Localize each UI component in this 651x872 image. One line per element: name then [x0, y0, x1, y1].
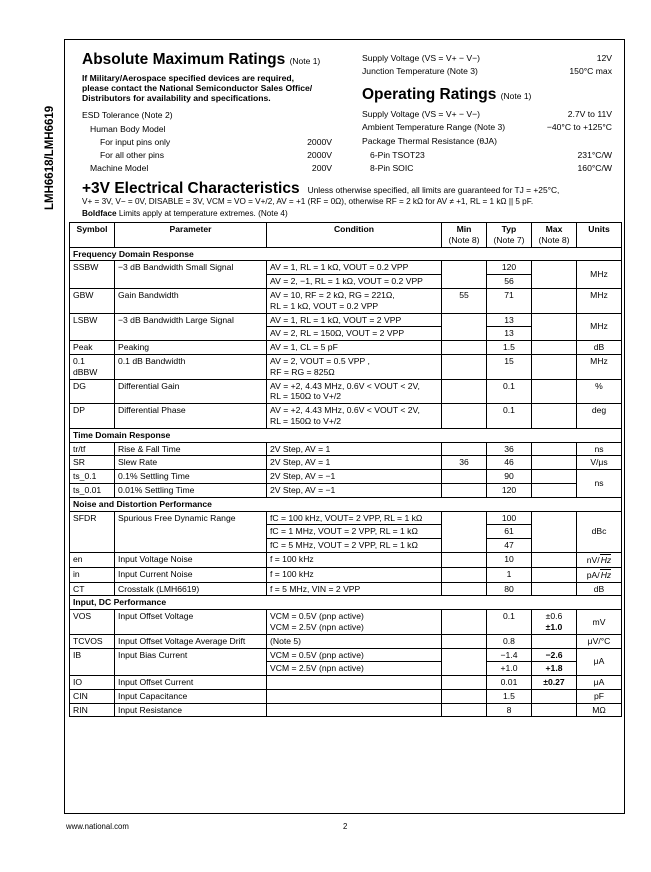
- table-row: [70, 676, 622, 690]
- table-row: [70, 404, 622, 429]
- cell-typ: 10: [487, 552, 532, 567]
- cell-parameter: Gain Bandwidth: [115, 288, 267, 313]
- cell-max: [532, 634, 577, 648]
- cell-typ: 0.1: [487, 610, 532, 635]
- abs-supply-row: Supply Voltage (VS = V+ − V−) 12V: [362, 53, 612, 63]
- cell-condition: 2V Step, AV = −1: [267, 470, 442, 484]
- cell-min: [442, 567, 487, 582]
- cell-condition: VCM = 2.5V (npn active): [267, 662, 442, 676]
- cell-max: [532, 703, 577, 717]
- cell-symbol: IB: [70, 648, 115, 676]
- section-row: [70, 596, 622, 610]
- table-row: [70, 354, 622, 379]
- cell-min: [442, 379, 487, 404]
- other-pins-row: For all other pins 2000V: [100, 150, 332, 160]
- cell-typ: 8: [487, 703, 532, 717]
- side-label-text: LMH6618/LMH6619: [44, 105, 56, 210]
- cell-parameter: −3 dB Bandwidth Large Signal: [115, 313, 267, 341]
- cell-parameter: Input Bias Current: [115, 648, 267, 676]
- cell-parameter: Crosstalk (LMH6619): [115, 582, 267, 596]
- cell-units: pF: [577, 689, 622, 703]
- cell-units: %: [577, 379, 622, 404]
- cell-symbol: LSBW: [70, 313, 115, 341]
- cell-condition: f = 5 MHz, VIN = 2 VPP: [267, 582, 442, 596]
- cell-condition: (Note 5): [267, 634, 442, 648]
- soic-row: 8-Pin SOIC 160°C/W: [370, 163, 612, 173]
- cell-parameter: −3 dB Bandwidth Small Signal: [115, 261, 267, 289]
- cell-min: [442, 648, 487, 676]
- table-row: [70, 610, 622, 635]
- cell-symbol: SR: [70, 456, 115, 470]
- cell-symbol: TCVOS: [70, 634, 115, 648]
- cell-symbol: IO: [70, 676, 115, 690]
- cell-condition: f = 100 kHz: [267, 567, 442, 582]
- cell-min: 55: [442, 288, 487, 313]
- cell-parameter: Input Voltage Noise: [115, 552, 267, 567]
- cell-max: [532, 456, 577, 470]
- cell-typ: 46: [487, 456, 532, 470]
- cell-condition: AV = +2, 4.43 MHz, 0.6V < VOUT < 2V, RL = 150Ω to V+/2: [267, 404, 442, 429]
- cell-typ: 13: [487, 313, 532, 327]
- cell-min: [442, 442, 487, 456]
- cell-min: [442, 689, 487, 703]
- cell-symbol: SFDR: [70, 511, 115, 552]
- cell-units: nV/Hz: [577, 552, 622, 567]
- header-max: Max (Note 8): [532, 223, 577, 248]
- cell-units: ns: [577, 470, 622, 498]
- cell-typ: 0.1: [487, 379, 532, 404]
- cell-condition: AV = 1, RL = 1 kΩ, VOUT = 0.2 VPP: [267, 261, 442, 275]
- electrical-title: +3V Electrical Characteristics Unless otherwise specified, all limits are guaranteed for TJ = +25°C,: [82, 180, 560, 197]
- cell-max: [532, 442, 577, 456]
- section-row: [70, 497, 622, 511]
- cell-parameter: Input Offset Voltage: [115, 610, 267, 635]
- cell-typ: 1: [487, 567, 532, 582]
- cell-max: [532, 341, 577, 355]
- cell-min: [442, 610, 487, 635]
- cell-typ: 0.01: [487, 676, 532, 690]
- cell-max: [532, 689, 577, 703]
- table-row: [70, 582, 622, 596]
- cell-units: dBc: [577, 511, 622, 552]
- cell-symbol: in: [70, 567, 115, 582]
- cell-symbol: tr/tf: [70, 442, 115, 456]
- cell-typ: 0.8: [487, 634, 532, 648]
- table-row: [70, 648, 622, 662]
- cell-units: μA: [577, 648, 622, 676]
- table-row: [70, 634, 622, 648]
- cell-min: [442, 341, 487, 355]
- table-row: [70, 313, 622, 327]
- hbm-label: Human Body Model: [90, 124, 166, 134]
- cell-symbol: RIN: [70, 703, 115, 717]
- cell-symbol: ts_0.01: [70, 483, 115, 497]
- cell-units: pA/Hz: [577, 567, 622, 582]
- cell-condition: f = 100 kHz: [267, 552, 442, 567]
- cell-max: [532, 552, 577, 567]
- cell-max: ±0.27: [532, 676, 577, 690]
- cell-max: ±0.6 ±1.0: [532, 610, 577, 635]
- cell-units: deg: [577, 404, 622, 429]
- cell-typ: 80: [487, 582, 532, 596]
- cell-parameter: Input Current Noise: [115, 567, 267, 582]
- cell-max: [532, 261, 577, 289]
- section-freq: Frequency Domain Response: [70, 247, 622, 261]
- abs-max-title: Absolute Maximum Ratings (Note 1): [82, 51, 321, 68]
- cell-parameter: Input Capacitance: [115, 689, 267, 703]
- cell-min: [442, 261, 487, 289]
- cell-typ: 47: [487, 539, 532, 553]
- cell-parameter: Input Offset Voltage Average Drift: [115, 634, 267, 648]
- table-row: [70, 483, 622, 497]
- cell-units: ns: [577, 442, 622, 456]
- cell-units: μA: [577, 676, 622, 690]
- cell-min: 36: [442, 456, 487, 470]
- cell-typ: 71: [487, 288, 532, 313]
- table-row: [70, 470, 622, 484]
- cell-condition: AV = 10, RF = 2 kΩ, RG = 221Ω, RL = 1 kΩ, VOUT = 0.2 VPP: [267, 288, 442, 313]
- esd-label: ESD Tolerance (Note 2): [82, 110, 173, 120]
- cell-condition: AV = 2, −1, RL = 1 kΩ, VOUT = 0.2 VPP: [267, 275, 442, 289]
- military-text-1: If Military/Aerospace specified devices are required,: [82, 73, 295, 83]
- cell-parameter: Differential Phase: [115, 404, 267, 429]
- table-row: [70, 511, 622, 525]
- cell-max: [532, 288, 577, 313]
- cell-min: [442, 511, 487, 552]
- cell-min: [442, 634, 487, 648]
- cell-typ: 90: [487, 470, 532, 484]
- cell-units: MHz: [577, 354, 622, 379]
- cell-min: [442, 404, 487, 429]
- cell-condition: fC = 1 MHz, VOUT = 2 VPP, RL = 1 kΩ: [267, 525, 442, 539]
- cell-units: MHz: [577, 261, 622, 289]
- military-text-3: Distributors for availability and specifications.: [82, 93, 271, 103]
- cell-typ: 13: [487, 327, 532, 341]
- cell-typ: 120: [487, 483, 532, 497]
- table-row: [70, 456, 622, 470]
- cell-condition: VCM = 0.5V (pnp active): [267, 648, 442, 662]
- cell-condition: AV = 1, CL = 5 pF: [267, 341, 442, 355]
- table-row: [70, 689, 622, 703]
- cell-parameter: Rise & Fall Time: [115, 442, 267, 456]
- cell-min: [442, 483, 487, 497]
- cell-min: [442, 354, 487, 379]
- cell-typ: 1.5: [487, 689, 532, 703]
- thermal-label: Package Thermal Resistance (θJA): [362, 136, 498, 146]
- cell-typ: 56: [487, 275, 532, 289]
- junction-row: Junction Temperature (Note 3) 150°C max: [362, 66, 612, 76]
- cell-condition: fC = 100 kHz, VOUT= 2 VPP, RL = 1 kΩ: [267, 511, 442, 525]
- cell-symbol: DP: [70, 404, 115, 429]
- input-pins-row: For input pins only 2000V: [100, 137, 332, 147]
- cell-parameter: Input Offset Current: [115, 676, 267, 690]
- header-condition: Condition: [267, 223, 442, 248]
- op-supply-row: Supply Voltage (VS = V+ − V−) 2.7V to 11V: [362, 109, 612, 119]
- tsot-row: 6-Pin TSOT23 231°C/W: [370, 150, 612, 160]
- cell-parameter: 0.1 dB Bandwidth: [115, 354, 267, 379]
- cell-typ: 0.1: [487, 404, 532, 429]
- cell-max: [532, 404, 577, 429]
- cell-condition: AV = 2, RL = 150Ω, VOUT = 2 VPP: [267, 327, 442, 341]
- cell-condition: AV = +2, 4.43 MHz, 0.6V < VOUT < 2V, RL = 150Ω to V+/2: [267, 379, 442, 404]
- cell-min: [442, 313, 487, 341]
- cell-max: [532, 470, 577, 484]
- cell-typ: 36: [487, 442, 532, 456]
- cell-max: [532, 379, 577, 404]
- cell-min: [442, 470, 487, 484]
- section-noise: Noise and Distortion Performance: [70, 497, 622, 511]
- cell-condition: [267, 689, 442, 703]
- cell-condition: 2V Step, AV = 1: [267, 456, 442, 470]
- cell-parameter: 0.01% Settling Time: [115, 483, 267, 497]
- cell-parameter: Spurious Free Dynamic Range: [115, 511, 267, 552]
- section-input: Input, DC Performance: [70, 596, 622, 610]
- table-row: [70, 341, 622, 355]
- cell-units: MΩ: [577, 703, 622, 717]
- cell-units: mV: [577, 610, 622, 635]
- cell-parameter: Differential Gain: [115, 379, 267, 404]
- cell-symbol: en: [70, 552, 115, 567]
- cell-max: [532, 483, 577, 497]
- cell-parameter: Input Resistance: [115, 703, 267, 717]
- cell-typ: −1.4: [487, 648, 532, 662]
- footer-website[interactable]: www.national.com: [66, 822, 129, 831]
- cell-units: μV/°C: [577, 634, 622, 648]
- cell-units: MHz: [577, 288, 622, 313]
- cell-condition: 2V Step, AV = 1: [267, 442, 442, 456]
- cell-max: [532, 582, 577, 596]
- cell-min: [442, 552, 487, 567]
- cell-max: −2.6: [532, 648, 577, 662]
- cell-min: [442, 676, 487, 690]
- header-units: Units: [577, 223, 622, 248]
- table-header-row: [70, 223, 622, 248]
- cell-parameter: Slew Rate: [115, 456, 267, 470]
- cell-min: [442, 703, 487, 717]
- table-row: [70, 567, 622, 582]
- boldface-note: Boldface Limits apply at temperature extremes. (Note 4): [82, 209, 288, 218]
- header-parameter: Parameter: [115, 223, 267, 248]
- cell-typ: 100: [487, 511, 532, 525]
- cell-symbol: VOS: [70, 610, 115, 635]
- cell-parameter: Peaking: [115, 341, 267, 355]
- cell-condition: VCM = 0.5V (pnp active) VCM = 2.5V (npn active): [267, 610, 442, 635]
- cell-symbol: GBW: [70, 288, 115, 313]
- header-symbol: Symbol: [70, 223, 115, 248]
- electrical-table: [69, 222, 622, 717]
- ambient-row: Ambient Temperature Range (Note 3) −40°C to +125°C: [362, 122, 612, 132]
- cell-max: [532, 313, 577, 341]
- table-row: [70, 288, 622, 313]
- electrical-conditions: V+ = 3V, V− = 0V, DISABLE = 3V, VCM = VO = V+/2, AV = +1 (RF = 0Ω), otherwise RF = 2 kΩ for AV ≠ +1, RL = 1 kΩ || 5 pF.: [82, 197, 534, 206]
- section-time: Time Domain Response: [70, 428, 622, 442]
- table-row: [70, 442, 622, 456]
- cell-min: [442, 582, 487, 596]
- cell-typ: 15: [487, 354, 532, 379]
- cell-max: [532, 567, 577, 582]
- cell-condition: [267, 676, 442, 690]
- cell-typ: 1.5: [487, 341, 532, 355]
- cell-max: [532, 511, 577, 552]
- table-row: [70, 552, 622, 567]
- op-ratings-title: Operating Ratings (Note 1): [362, 86, 532, 103]
- cell-max: [532, 354, 577, 379]
- cell-typ: 61: [487, 525, 532, 539]
- cell-condition: AV = 1, RL = 1 kΩ, VOUT = 2 VPP: [267, 313, 442, 327]
- cell-units: MHz: [577, 313, 622, 341]
- table-row: [70, 703, 622, 717]
- table-row: [70, 379, 622, 404]
- cell-units: V/μs: [577, 456, 622, 470]
- cell-symbol: ts_0.1: [70, 470, 115, 484]
- cell-symbol: DG: [70, 379, 115, 404]
- section-row: [70, 247, 622, 261]
- cell-units: dB: [577, 341, 622, 355]
- cell-symbol: Peak: [70, 341, 115, 355]
- cell-max: +1.8: [532, 662, 577, 676]
- cell-symbol: 0.1 dBBW: [70, 354, 115, 379]
- footer-page-number: 2: [343, 822, 348, 831]
- section-row: [70, 428, 622, 442]
- cell-condition: [267, 703, 442, 717]
- table-row: [70, 261, 622, 275]
- cell-symbol: SSBW: [70, 261, 115, 289]
- cell-condition: AV = 2, VOUT = 0.5 VPP , RF = RG = 825Ω: [267, 354, 442, 379]
- cell-units: dB: [577, 582, 622, 596]
- cell-typ: 120: [487, 261, 532, 275]
- header-typ: Typ (Note 7): [487, 223, 532, 248]
- cell-condition: 2V Step, AV = −1: [267, 483, 442, 497]
- header-min: Min (Note 8): [442, 223, 487, 248]
- cell-condition: fC = 5 MHz, VOUT = 2 VPP, RL = 1 kΩ: [267, 539, 442, 553]
- cell-parameter: 0.1% Settling Time: [115, 470, 267, 484]
- cell-typ: +1.0: [487, 662, 532, 676]
- military-text-2: please contact the National Semiconductor Sales Office/: [82, 83, 313, 93]
- cell-symbol: CIN: [70, 689, 115, 703]
- side-part-label: [44, 105, 58, 210]
- cell-symbol: CT: [70, 582, 115, 596]
- machine-model-row: Machine Model 200V: [90, 163, 332, 173]
